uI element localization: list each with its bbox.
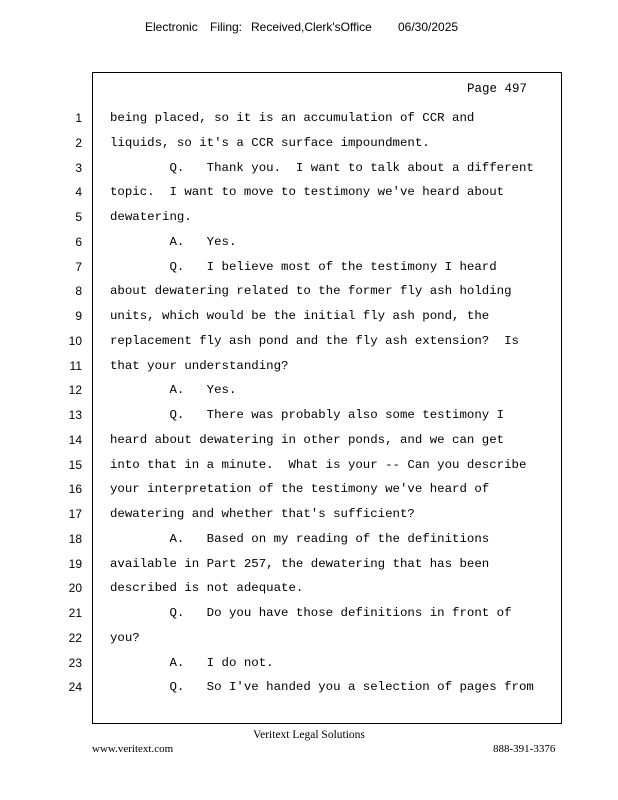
transcript-line: A. I do not. (110, 655, 274, 670)
page-number: Page 497 (466, 82, 527, 96)
header-filing: Filing: (210, 20, 243, 34)
line-number: 20 (68, 581, 82, 596)
line-number: 13 (68, 408, 82, 422)
transcript-line: into that in a minute. What is your -- Can you describe (110, 457, 527, 472)
transcript-line: units, which would be the initial fly ash pond, the (110, 309, 490, 323)
transcript-line: liquids, so it's a CCR surface impoundment. (110, 135, 430, 150)
transcript-line: being placed, so it is an accumulation of CCR and (110, 111, 475, 125)
line-number: 18 (68, 531, 82, 546)
line-number: 9 (75, 309, 82, 323)
line-number: 10 (68, 333, 82, 348)
transcript-line: Q. I believe most of the testimony I heard (110, 259, 497, 274)
line-number: 7 (75, 259, 82, 274)
transcript-line: Q. Thank you. I want to talk about a different (110, 160, 534, 175)
transcript-line: A. Yes. (110, 234, 237, 249)
transcript-line: about dewatering related to the former fly ash holding (110, 284, 512, 299)
header-electronic: Electronic (145, 20, 198, 34)
transcript-line: dewatering and whether that's sufficient? (110, 507, 415, 521)
line-number: 22 (68, 630, 82, 645)
transcript-line: Q. There was probably also some testimony I (110, 408, 505, 422)
transcript-line: heard about dewatering in other ponds, and we can get (110, 432, 505, 447)
header-date: 06/30/2025 (398, 20, 459, 34)
transcript-line: Q. Do you have those definitions in front of (110, 606, 512, 620)
footer-phone: 888-391-3376 (493, 743, 556, 755)
transcript-line: dewatering. (110, 210, 192, 224)
transcript-line: topic. I want to move to testimony we've heard about (110, 185, 505, 200)
line-number: 5 (75, 210, 82, 224)
line-number: 15 (68, 457, 82, 472)
transcript-line: your interpretation of the testimony we've heard of (110, 482, 490, 497)
line-number: 16 (68, 482, 82, 497)
transcript-line: A. Yes. (110, 383, 237, 398)
footer-website: www.veritext.com (92, 743, 174, 755)
line-number: 12 (68, 383, 82, 398)
transcript-line: Q. So I've handed you a selection of pages from (110, 680, 534, 695)
line-number: 23 (68, 655, 82, 670)
line-number: 21 (68, 606, 82, 620)
line-number: 4 (75, 185, 82, 200)
transcript-line: that your understanding? (110, 358, 289, 373)
line-number: 24 (68, 680, 82, 695)
line-number: 11 (69, 358, 82, 373)
transcript-line: described is not adequate. (110, 581, 304, 596)
line-number: 17 (68, 507, 82, 521)
line-number: 1 (75, 111, 82, 125)
line-number: 19 (68, 556, 82, 571)
line-number: 6 (75, 234, 82, 249)
line-number: 14 (68, 432, 82, 447)
header-received: Received,Clerk'sOffice (251, 20, 372, 34)
footer-company: Veritext Legal Solutions (253, 729, 365, 741)
transcript-line: replacement fly ash pond and the fly ash extension? Is (110, 333, 519, 348)
transcript-line: you? (110, 630, 140, 645)
line-number: 8 (75, 284, 82, 299)
transcript-line: available in Part 257, the dewatering that has been (110, 556, 490, 571)
line-number: 3 (75, 160, 82, 175)
line-number: 2 (75, 135, 82, 150)
transcript-line: A. Based on my reading of the definitions (110, 531, 490, 546)
